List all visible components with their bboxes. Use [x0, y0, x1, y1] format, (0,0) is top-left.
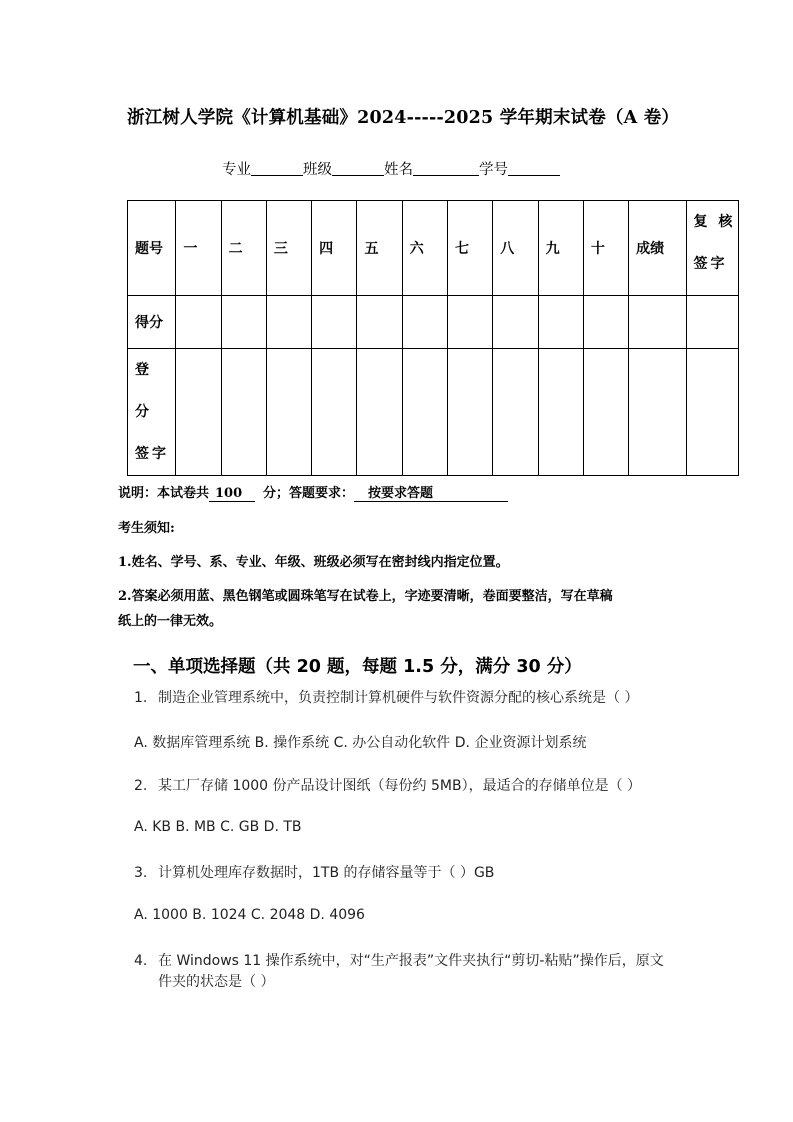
- question-3: 3. 计算机处理库存数据时，1TB 的存储容量等于（ ）GB: [134, 865, 495, 881]
- col-header: 四: [312, 201, 357, 296]
- answer-requirement: 按要求答题: [354, 482, 508, 502]
- score-cell[interactable]: [266, 296, 311, 349]
- signature-cell[interactable]: [357, 349, 402, 476]
- row-header-grader-signature: [128, 349, 176, 476]
- score-cell[interactable]: [176, 296, 221, 349]
- score-cell[interactable]: [629, 296, 686, 349]
- major-blank[interactable]: [251, 161, 303, 176]
- score-cell[interactable]: [221, 296, 266, 349]
- signature-cell[interactable]: [221, 349, 266, 476]
- score-cell[interactable]: [312, 296, 357, 349]
- review-line-2: 签字: [693, 256, 728, 272]
- note-middle: 分；答题要求：: [263, 486, 355, 501]
- col-header: 一: [176, 201, 221, 296]
- notice-rule-2-cont: 纸上的一律无效。: [118, 614, 223, 629]
- question-1: 1. 制造企业管理系统中，负责控制计算机硬件与软件资源分配的核心系统是（ ）: [134, 690, 639, 706]
- student-id-label: 学号: [479, 162, 508, 178]
- signature-cell[interactable]: [312, 349, 357, 476]
- student-id-blank[interactable]: [508, 161, 560, 176]
- grader-line-1: 登 分: [135, 362, 152, 420]
- note-prefix: 说明：本试卷共: [118, 486, 210, 501]
- notice-title: 考生须知:: [118, 521, 175, 536]
- question-4-cont: 件夹的状态是（ ）: [158, 974, 275, 990]
- score-row: [128, 296, 739, 349]
- score-cell[interactable]: [357, 296, 402, 349]
- student-info-line: [222, 158, 560, 179]
- signature-cell[interactable]: [448, 349, 493, 476]
- question-2-options: A. KB B. MB C. GB D. TB: [134, 819, 302, 835]
- score-table: [127, 200, 739, 476]
- total-score: 100: [209, 486, 255, 502]
- score-cell[interactable]: [448, 296, 493, 349]
- question-number-row: [128, 201, 739, 296]
- review-line-1: 复 核: [693, 214, 736, 230]
- question-2: 2. 某工厂存储 1000 份产品设计图纸（每份约 5MB），最适合的存储单位是（ ）: [134, 778, 642, 794]
- score-cell[interactable]: [402, 296, 447, 349]
- score-cell[interactable]: [686, 296, 739, 349]
- col-header: 九: [538, 201, 583, 296]
- signature-cell[interactable]: [686, 349, 739, 476]
- notice-rule-2: 2.答案必须用蓝、黑色钢笔或圆珠笔写在试卷上，字迹要清晰，卷面要整洁，写在草稿: [118, 589, 613, 604]
- major-label: 专业: [222, 162, 251, 178]
- signature-cell[interactable]: [493, 349, 538, 476]
- score-cell[interactable]: [493, 296, 538, 349]
- signature-cell[interactable]: [402, 349, 447, 476]
- section-title: 一、单项选择题（共 20 题，每题 1.5 分，满分 30 分）: [133, 657, 582, 677]
- exam-description: [118, 482, 508, 502]
- signature-cell[interactable]: [538, 349, 583, 476]
- col-header: 六: [402, 201, 447, 296]
- signature-cell[interactable]: [583, 349, 628, 476]
- question-4: 4. 在 Windows 11 操作系统中，对“生产报表”文件夹执行“剪切-粘贴”操作后，原文: [134, 953, 664, 969]
- notice-rule-1: 1.姓名、学号、系、专业、年级、班级必须写在密封线内指定位置。: [118, 555, 509, 570]
- col-header: 八: [493, 201, 538, 296]
- col-header-total: 成绩: [629, 201, 686, 296]
- grader-line-2: 签字: [135, 446, 169, 462]
- question-3-options: A. 1000 B. 1024 C. 2048 D. 4096: [134, 907, 365, 923]
- col-header-review-signature: [686, 201, 739, 296]
- exam-title: 浙江树人学院《计算机基础》2024-----2025 学年期末试卷（A 卷）: [127, 108, 680, 128]
- row-header-score: 得分: [128, 296, 176, 349]
- question-1-options: A. 数据库管理系统 B. 操作系统 C. 办公自动化软件 D. 企业资源计划系统: [134, 735, 587, 751]
- row-header-question-number: 题号: [128, 201, 176, 296]
- signature-cell[interactable]: [266, 349, 311, 476]
- class-label: 班级: [303, 162, 332, 178]
- col-header: 二: [221, 201, 266, 296]
- name-blank[interactable]: [413, 161, 479, 176]
- class-blank[interactable]: [332, 161, 384, 176]
- col-header: 十: [583, 201, 628, 296]
- col-header: 三: [266, 201, 311, 296]
- score-cell[interactable]: [583, 296, 628, 349]
- col-header: 五: [357, 201, 402, 296]
- name-label: 姓名: [384, 162, 413, 178]
- col-header: 七: [448, 201, 493, 296]
- signature-cell[interactable]: [629, 349, 686, 476]
- score-cell[interactable]: [538, 296, 583, 349]
- grader-signature-row: [128, 349, 739, 476]
- signature-cell[interactable]: [176, 349, 221, 476]
